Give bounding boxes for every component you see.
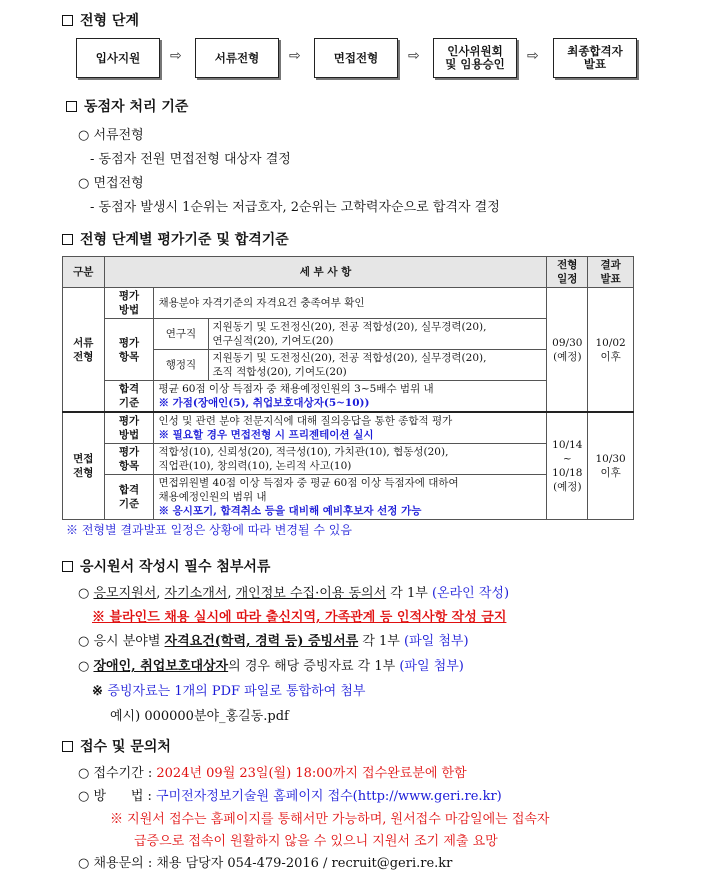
row-doc-name: 서류 전형 (63, 288, 105, 413)
row-doc-research-label: 연구직 (154, 319, 208, 350)
arrow-right-icon: ⇨ (408, 48, 420, 64)
evaluation-table (62, 256, 634, 520)
table-row (63, 412, 634, 444)
row-doc-pass (154, 381, 547, 413)
row-int-items: 적합성(10), 신뢰성(20), 적극성(10), 가치관(10), 협동성(20), 직업관(10), 창의력(10), 논리적 사고(10) (154, 444, 547, 475)
row-doc-pass-note: ※ 가점(장애인(5), 취업보호대상자(5~10)) (158, 397, 370, 409)
arrow-right-icon: ⇨ (289, 48, 301, 64)
table-footnote: ※ 전형별 결과발표 일정은 상황에 따라 변경될 수 있음 (66, 523, 352, 537)
docs-line-1: ○ 응모지원서, 자기소개서, 개인정보 수집·이용 동의서 각 1부 (온라인 작성) (78, 586, 510, 601)
row-int-pass (154, 475, 547, 520)
table-header-row (63, 257, 634, 288)
contact-method: ○ 방 법 : 구미전자정보기술원 홈페이지 접수(http://www.geri.re.kr) (78, 789, 502, 804)
stage-committee: 인사위원회 및 임용승인 (433, 38, 517, 78)
section-tie-title: 동점자 처리 기준 (66, 96, 188, 116)
stage-apply: 입사지원 (76, 38, 160, 78)
row-int-schedule: 10/14 ~ 10/18 (예정) (547, 412, 588, 520)
row-int-name: 면접 전형 (63, 412, 105, 520)
row-int-items-label: 평가 항목 (104, 444, 154, 475)
row-int-pass-note: ※ 응시포기, 합격취소 등을 대비해 예비후보자 선정 가능 (158, 505, 422, 517)
square-bullet-icon (62, 561, 73, 572)
row-int-pass-text: 면접위원별 40점 이상 득점자 중 평균 60점 이상 득점자에 대하여 채용예정인원의 범위 내 (158, 477, 459, 503)
row-int-method-note: ※ 필요할 경우 면접전형 시 프리젠테이션 실시 (158, 429, 374, 441)
row-int-method (154, 412, 547, 444)
row-doc-admin-label: 행정직 (154, 350, 208, 381)
tie-doc-rule: - 동점자 전원 면접전형 대상자 결정 (90, 152, 291, 167)
tie-int-rule: - 동점자 발생시 1순위는 저급호자, 2순위는 고학력자순으로 합격자 결정 (90, 200, 500, 215)
row-doc-admin: 지원동기 및 도전정신(20), 전공 적합성(20), 실무경력(20), 조직 적합성(20), 기여도(20) (208, 350, 547, 381)
section-stages-title: 전형 단계 (62, 10, 139, 30)
docs-pdf-note: ※ 증빙자료는 1개의 PDF 파일로 통합하여 첨부 (92, 684, 366, 699)
row-doc-items-label: 평가 항목 (104, 319, 154, 381)
section-contact-title: 접수 및 문의처 (62, 736, 171, 756)
arrow-right-icon: ⇨ (527, 48, 539, 64)
tie-doc-label: ○ 서류전형 (78, 128, 144, 143)
square-bullet-icon (62, 15, 73, 26)
row-doc-pass-label: 합격 기준 (104, 381, 154, 413)
tie-int-label: ○ 면접전형 (78, 176, 144, 191)
row-doc-method-label: 평가 방법 (104, 288, 154, 319)
docs-line-4: ○ 장애인, 취업보호대상자의 경우 해당 증빙자료 각 1부 (파일 첨부) (78, 659, 464, 674)
section-docs-title: 응시원서 작성시 필수 첨부서류 (62, 556, 270, 576)
docs-example: 예시) 000000분야_홍길동.pdf (110, 709, 289, 724)
row-doc-result: 10/02 이후 (588, 288, 634, 413)
row-int-method-label: 평가 방법 (104, 412, 154, 444)
section-eval-title: 전형 단계별 평가기준 및 합격기준 (62, 229, 289, 249)
contact-note-2: 급증으로 접속이 원활하지 않을 수 있으니 지원서 조기 제출 요망 (134, 834, 498, 849)
square-bullet-icon (62, 234, 73, 245)
square-bullet-icon (66, 101, 77, 112)
row-doc-research: 지원동기 및 도전정신(20), 전공 적합성(20), 실무경력(20), 연구실적(20), 기여도(20) (208, 319, 547, 350)
arrow-right-icon: ⇨ (170, 48, 182, 64)
table-row (63, 288, 634, 319)
header-category: 구분 (63, 257, 105, 288)
contact-period: ○ 접수기간 : 2024년 09월 23일(월) 18:00까지 접수완료분에 한함 (78, 766, 467, 781)
row-int-pass-label: 합격 기준 (104, 475, 154, 520)
stage-interview: 면접전형 (314, 38, 398, 78)
contact-note-1: ※ 지원서 접수는 홈페이지를 통해서만 가능하며, 원서접수 마감일에는 접속자 (110, 812, 550, 827)
stage-document: 서류전형 (195, 38, 279, 78)
row-doc-method: 채용분야 자격기준의 자격요건 충족여부 확인 (154, 288, 547, 319)
row-doc-schedule: 09/30 (예정) (547, 288, 588, 413)
row-doc-pass-text: 평균 60점 이상 득점자 중 채용예정인원의 3~5배수 범위 내 (158, 383, 434, 395)
row-int-method-text: 인성 및 관련 분야 전문지식에 대해 질의응답을 통한 종합적 평가 (158, 415, 453, 427)
docs-line-3: ○ 응시 분야별 자격요건(학력, 경력 등) 증빙서류 각 1부 (파일 첨부) (78, 634, 469, 649)
header-result: 결과 발표 (588, 257, 634, 288)
stage-final: 최종합격자 발표 (553, 38, 637, 78)
header-schedule: 전형 일정 (547, 257, 588, 288)
docs-blind-warning: ※ 블라인드 채용 실시에 따라 출신지역, 가족관계 등 인적사항 작성 금지 (92, 610, 507, 625)
row-int-result: 10/30 이후 (588, 412, 634, 520)
square-bullet-icon (62, 741, 73, 752)
header-details: 세 부 사 항 (104, 257, 547, 288)
contact-inquiry: ○ 채용문의 : 채용 담당자 054-479-2016 / recruit@geri.re.kr (78, 856, 453, 871)
